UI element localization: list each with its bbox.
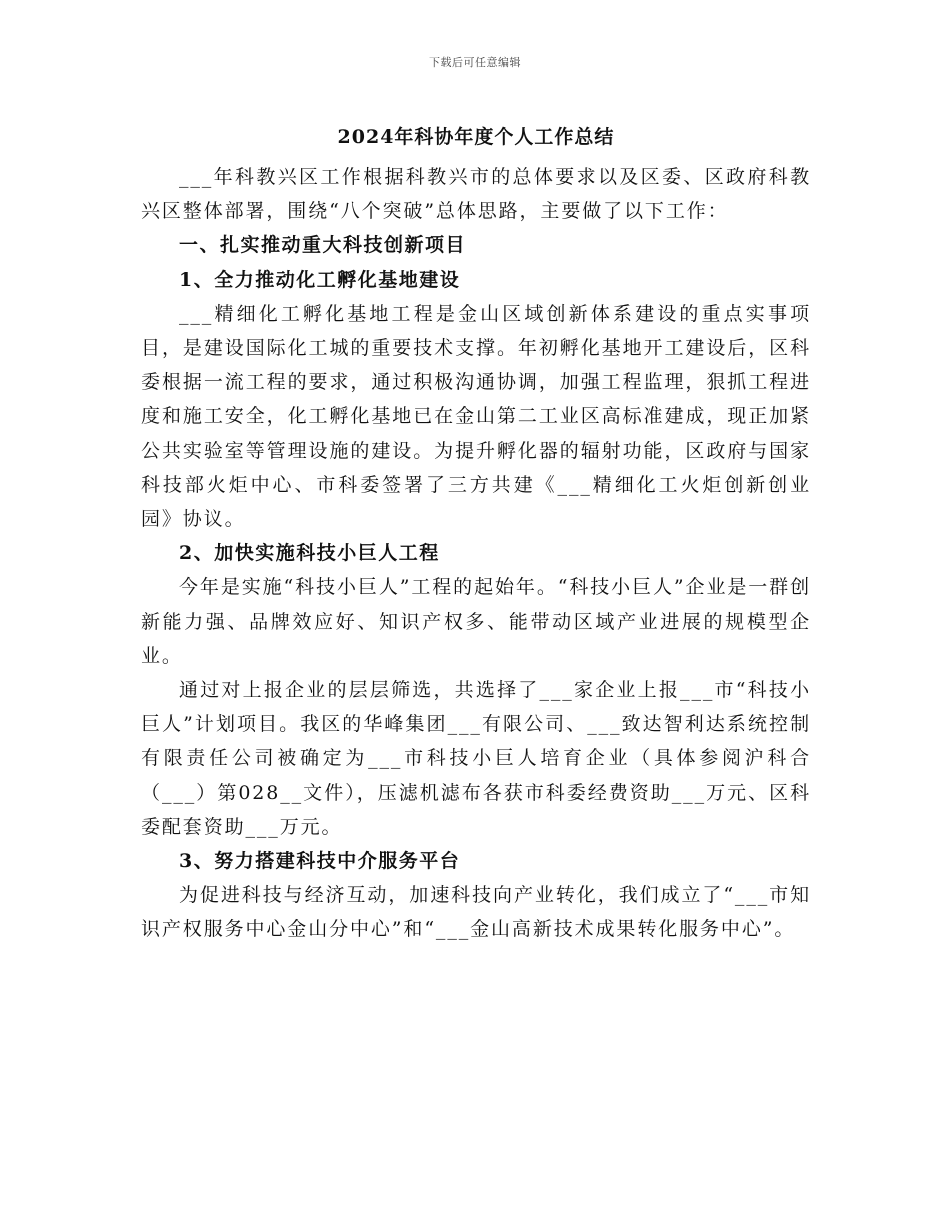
- page-header: 下载后可任意编辑: [429, 56, 521, 69]
- incubator-paragraph: ___精细化工孵化基地工程是金山区域创新体系建设的重点实事项目，是建设国际化工城的重要技术支撑。年初孵化基地开工建设后，区科委根据一流工程的要求，通过积极沟通协调，加强工程监理，狠抓工程进度和施工安全，化工孵化基地已在金山第二工业区高标准建成，现正加紧公共实验室等管理设施的建设。为提升孵化器的辐射功能，区政府与国家科技部火炬中心、市科委签署了三方共建《___精细化工火炬创新创业园》协议。: [141, 302, 811, 531]
- little-giant-paragraph: 今年是实施“科技小巨人”工程的起始年。“科技小巨人”企业是一群创新能力强、品牌效应好、知识产权多、能带动区域产业进展的规模型企业。: [141, 576, 811, 667]
- intro-paragraph: ___年科教兴区工作根据科教兴市的总体要求以及区委、区政府科教兴区整体部署，围绕“八个突破”总体思路，主要做了以下工作：: [141, 166, 811, 223]
- subsection-heading-1: 1、全力推动化工孵化基地建设: [179, 268, 461, 291]
- document-body: [141, 120, 811, 947]
- service-platform-paragraph: 为促进科技与经济互动，加速科技向产业转化，我们成立了“___市知识产权服务中心金山分中心”和“___金山高新技术成果转化服务中心”。: [141, 884, 811, 941]
- subsection-heading-3: 3、努力搭建科技中介服务平台: [179, 850, 461, 873]
- selection-paragraph: 通过对上报企业的层层筛选，共选择了___家企业上报___市“科技小巨人”计划项目。我区的华峰集团___有限公司、___致达智利达系统控制有限责任公司被确定为___市科技小巨人培育企业（具体参阅沪科合（___）第028__文件），压滤机滤布各获市科委经费资助___万元、区科委配套资助___万元。: [141, 679, 811, 838]
- subsection-heading-2: 2、加快实施科技小巨人工程: [179, 542, 440, 565]
- document-title: 2024年科协年度个人工作总结: [337, 126, 615, 148]
- section-heading-1: 一、扎实推动重大科技创新项目: [179, 234, 467, 257]
